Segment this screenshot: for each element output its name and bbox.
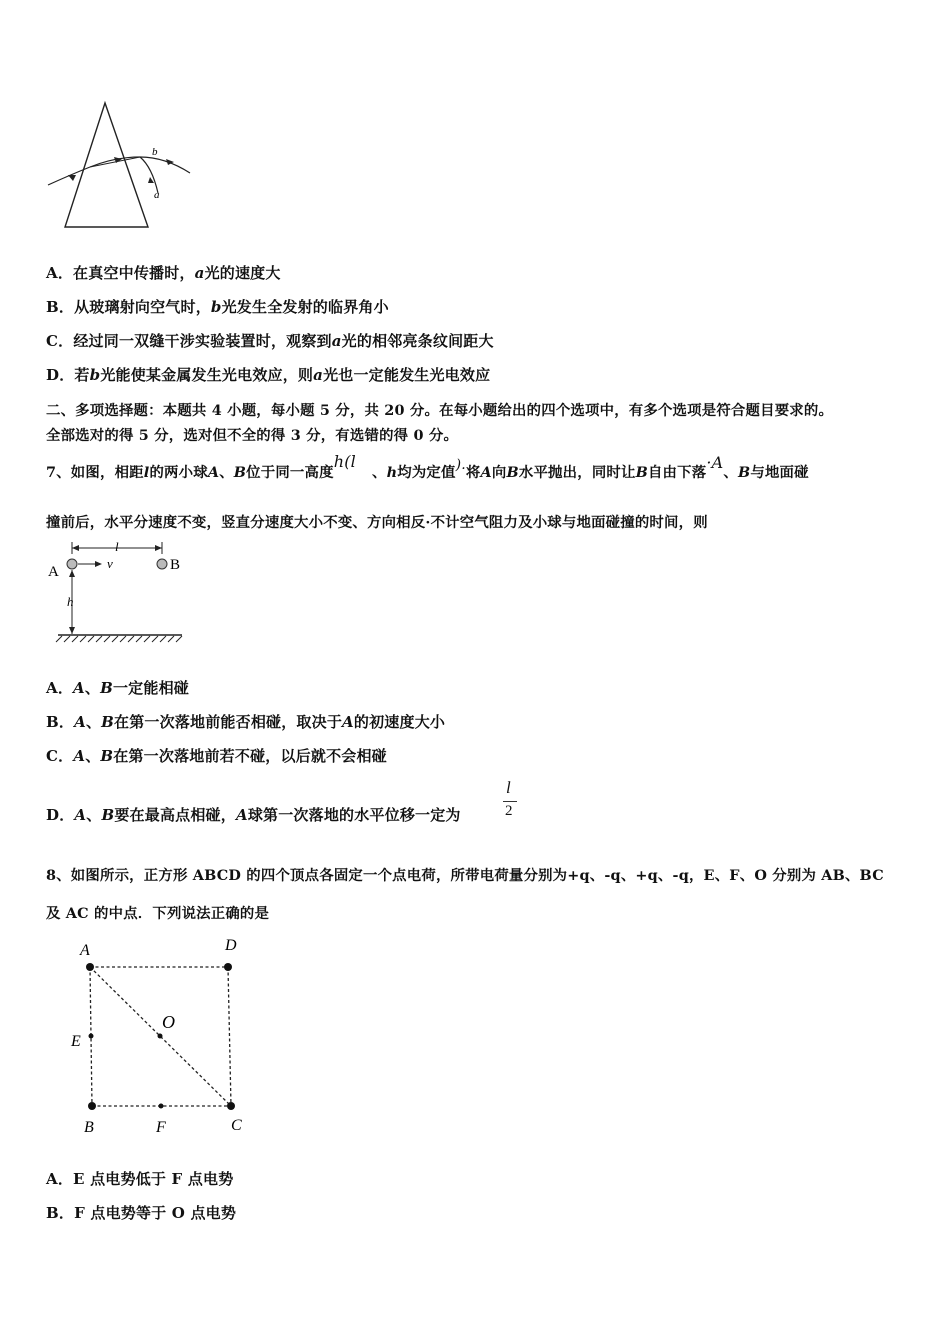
q6-option-b: B．从玻璃射向空气时，b光发生全发射的临界角小: [46, 298, 389, 316]
label-a: a: [154, 189, 160, 201]
label-C: C: [231, 1117, 242, 1134]
fraction-bar: [503, 801, 517, 802]
q7-option-b: B．A、B在第一次落地前能否相碰，取决于A的初速度大小: [46, 713, 446, 731]
q7-option-d: D．A、B要在最高点相碰，A球第一次落地的水平位移一定为: [46, 806, 461, 824]
q8-stem-line1: 8、如图所示，正方形 ABCD 的四个顶点各固定一个点电荷，所带电荷量分别为+q、-q、+q、-q，E、F、O 分别为 AB、BC: [46, 867, 884, 884]
distance-arrow-left: [72, 545, 79, 551]
q7-stem-line1: 7、如图，相距l的两小球A、B位于同一高度h(l、h均为定值).将A向B水平抛出，同时让B自由下落·A、B与地面碰: [46, 452, 809, 481]
q7-figure: [42, 538, 192, 648]
label-v: v: [107, 556, 113, 571]
point-a: [86, 963, 94, 971]
q8-option-a: A．E 点电势低于 F 点电势: [46, 1170, 234, 1188]
fraction-denominator: 2: [505, 803, 513, 819]
q7-option-c: C．A、B在第一次落地前若不碰，以后就不会相碰: [46, 747, 387, 765]
distance-arrow-right: [155, 545, 162, 551]
point-d: [224, 963, 232, 971]
q8-stem-line2: 及 AC 的中点．下列说法正确的是: [46, 905, 270, 922]
label-D: D: [225, 937, 237, 954]
q6-option-a: A．在真空中传播时，a光的速度大: [46, 264, 281, 282]
label-B: B: [170, 557, 181, 573]
point-o: [158, 1034, 163, 1039]
q6-option-d: D．若b光能使某金属发生光电效应，则a光也一定能发生光电效应: [46, 366, 491, 384]
section2-line1: 二、多项选择题：本题共 4 小题，每小题 5 分，共 20 分。在每小题给出的四个选项中，有多个选项是符合题目要求的。: [46, 402, 834, 419]
section2-line2: 全部选对的得 5 分，选对但不全的得 3 分，有选错的得 0 分。: [46, 427, 459, 444]
label-h: h: [67, 594, 74, 609]
point-c: [227, 1102, 235, 1110]
edge-dc: [228, 967, 231, 1106]
q8-option-b: B．F 点电势等于 O 点电势: [46, 1204, 237, 1222]
q8-square-figure: [62, 930, 262, 1140]
ball-b: [157, 559, 167, 569]
label-E: E: [71, 1033, 81, 1050]
arrow-head-1: [68, 175, 76, 181]
label-O: O: [162, 1012, 175, 1032]
label-A: A: [48, 564, 59, 580]
label-b: b: [152, 146, 158, 158]
velocity-arrow-head: [95, 561, 102, 567]
height-arrow-top: [69, 570, 75, 577]
ground-hatch: [56, 636, 182, 642]
prism-triangle: [65, 103, 148, 227]
label-A: A: [80, 942, 90, 959]
label-l: l: [115, 539, 119, 554]
q7-stem-line2: 撞前后，水平分速度不变，竖直分速度大小不变、方向相反·不计空气阻力及小球与地面碰撞的时间，则: [46, 514, 708, 531]
fraction-numerator: l: [506, 778, 511, 797]
q6-option-c: C．经过同一双缝干涉实验装置时，观察到a光的相邻亮条纹间距大: [46, 332, 494, 350]
q7-option-a: A．A、B一定能相碰: [46, 679, 189, 697]
ray-a: [140, 157, 158, 193]
label-B: B: [84, 1119, 94, 1136]
label-F: F: [156, 1119, 166, 1136]
prism-figure: [40, 95, 200, 235]
point-e: [89, 1034, 94, 1039]
ball-a: [67, 559, 77, 569]
height-arrow-bottom: [69, 627, 75, 634]
point-f: [159, 1104, 164, 1109]
point-b: [88, 1102, 96, 1110]
